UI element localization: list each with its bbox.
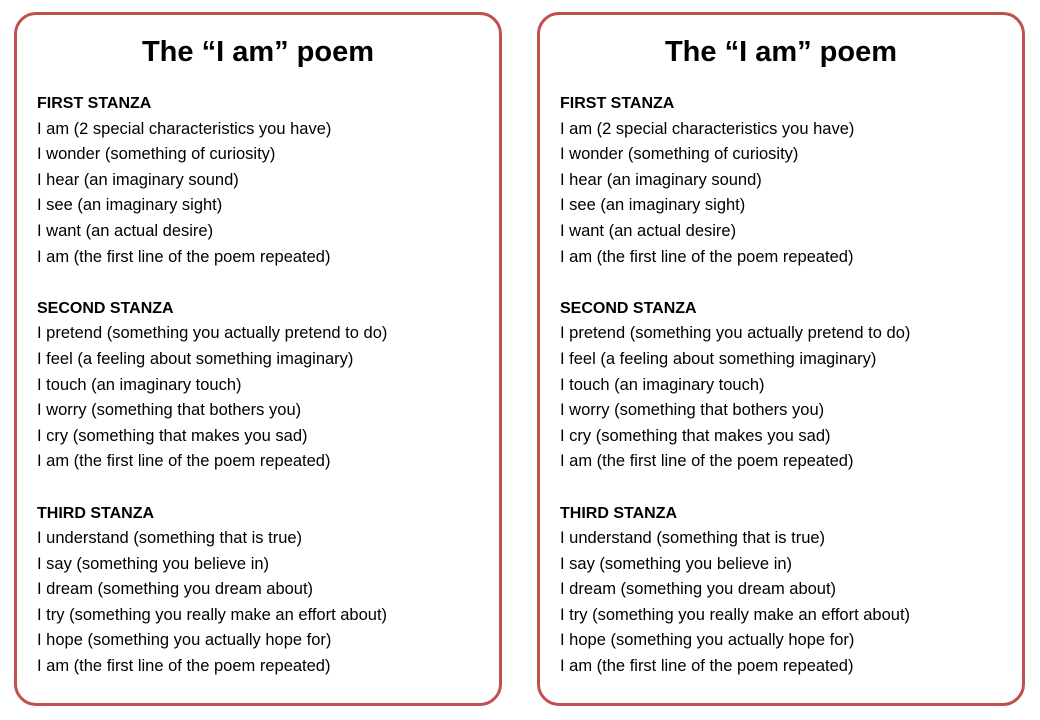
- stanza-line: I say (something you believe in): [37, 554, 270, 573]
- stanza-third: [560, 501, 1012, 680]
- stanza-line: I am (the first line of the poem repeated): [560, 247, 854, 266]
- stanza-line: I hope (something you actually hope for): [37, 631, 332, 650]
- stanza-line: I wonder (something of curiosity): [560, 145, 799, 164]
- stanza-line: I hope (something you actually hope for): [560, 631, 855, 650]
- stanza-line: I am (the first line of the poem repeated): [37, 452, 331, 471]
- stanza-line: I am (the first line of the poem repeated): [560, 657, 854, 676]
- stanza-title: THIRD STANZA: [560, 504, 678, 522]
- stanza-line: I cry (something that makes you sad): [560, 426, 831, 445]
- stanza-line: I wonder (something of curiosity): [37, 145, 276, 164]
- stanza-line: I am (2 special characteristics you have): [560, 119, 855, 138]
- stanza-line: I am (2 special characteristics you have): [37, 119, 332, 138]
- stanza-line: I say (something you believe in): [560, 554, 793, 573]
- stanza-line: I want (an actual desire): [560, 221, 737, 240]
- stanza-title: SECOND STANZA: [37, 299, 174, 317]
- poem-card-right: [537, 12, 1025, 706]
- stanza-line: I dream (something you dream about): [37, 580, 314, 599]
- stanza-line: I dream (something you dream about): [560, 580, 837, 599]
- stanza-line: I pretend (something you actually pretend to do): [560, 324, 911, 343]
- stanza-line: I touch (an imaginary touch): [560, 375, 765, 394]
- stanza-line: I see (an imaginary sight): [37, 196, 223, 215]
- stanza-line: I feel (a feeling about something imaginary): [560, 349, 877, 368]
- stanza-line: I am (the first line of the poem repeated): [37, 247, 331, 266]
- stanza-title: FIRST STANZA: [37, 95, 152, 112]
- stanza-first: [37, 91, 489, 270]
- stanza-line: I pretend (something you actually pretend to do): [37, 324, 388, 343]
- stanza-third: [37, 501, 489, 680]
- stanza-line: I am (the first line of the poem repeated): [37, 657, 331, 676]
- stanza-line: I touch (an imaginary touch): [37, 375, 242, 394]
- stanza-line: I understand (something that is true): [37, 529, 303, 548]
- stanza-first: [560, 91, 1012, 270]
- stanza-line: I try (something you really make an effort about): [37, 605, 388, 624]
- stanza-line: I try (something you really make an effort about): [560, 605, 911, 624]
- card-title: The “I am” poem: [141, 36, 375, 68]
- stanza-title: THIRD STANZA: [37, 504, 155, 522]
- card-body: [37, 91, 489, 705]
- stanza-line: I hear (an imaginary sound): [560, 170, 762, 189]
- stanza-second: [560, 296, 1012, 475]
- stanza-line: I hear (an imaginary sound): [37, 170, 239, 189]
- stanza-line: I cry (something that makes you sad): [37, 426, 308, 445]
- poem-card-left: [14, 12, 502, 706]
- stanza-line: I feel (a feeling about something imaginary): [37, 349, 354, 368]
- card-title: The “I am” poem: [664, 36, 898, 68]
- stanza-line: I see (an imaginary sight): [560, 196, 746, 215]
- stanza-title: FIRST STANZA: [560, 95, 675, 112]
- stanza-line: I am (the first line of the poem repeated): [560, 452, 854, 471]
- stanza-title: SECOND STANZA: [560, 299, 697, 317]
- card-body: [560, 91, 1012, 705]
- stanza-line: I worry (something that bothers you): [37, 401, 302, 420]
- stanza-line: I want (an actual desire): [37, 221, 214, 240]
- stanza-line: I worry (something that bothers you): [560, 401, 825, 420]
- stanza-line: I understand (something that is true): [560, 529, 826, 548]
- stanza-second: [37, 296, 489, 475]
